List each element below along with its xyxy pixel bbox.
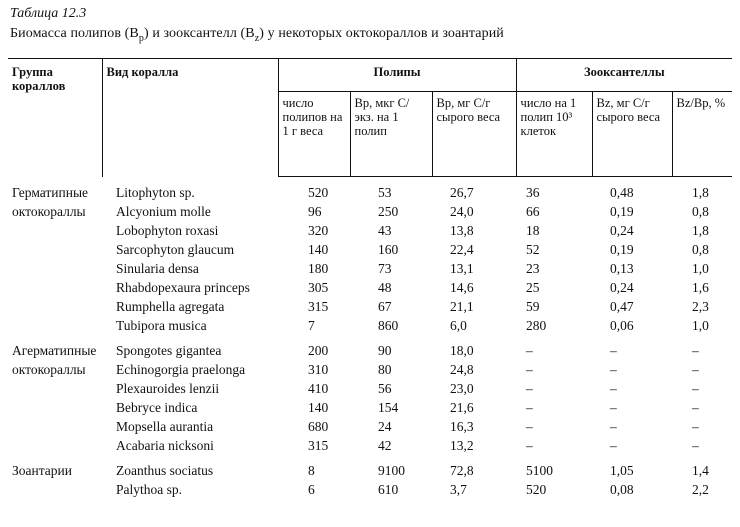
cell-zoox-count: 18 [526,223,540,238]
table-title: Биомасса полипов $(B_p)$ и зооксантелл $(B_z)$ у некоторых октокораллов и зоантарий [10,26,504,44]
species-name: Tubipora musica [116,318,207,333]
cell-polyps-count: 180 [308,261,329,276]
cell-ratio: – [692,438,699,453]
cell-bp-mg: 13,8 [450,223,474,238]
cell-bp-mg: 22,4 [450,242,474,257]
cell-ratio: 1,8 [692,185,709,200]
cell-bp-mg: 3,7 [450,482,467,497]
cell-bz-mg: – [610,381,617,396]
cell-bp-mg: 24,8 [450,362,474,377]
cell-bz-mg: – [610,343,617,358]
cell-bz-mg: 0,47 [610,299,634,314]
cell-bp-mkg: 160 [378,242,399,257]
cell-bp-mkg: 48 [378,280,392,295]
header-bz-mg: Bz, мг С/г сырого веса [592,92,672,177]
header-group: Группа кораллов [8,59,102,177]
cell-polyps-count: 6 [308,482,315,497]
table-row [8,417,732,436]
table-row [8,202,732,221]
table-row [8,240,732,259]
cell-zoox-count: 36 [526,185,540,200]
table-body [8,177,732,503]
species-name: Palythoa sp. [116,482,182,497]
cell-ratio: 1,0 [692,261,709,276]
cell-bp-mg: 23,0 [450,381,474,396]
cell-bz-mg: 0,19 [610,242,634,257]
table-row [8,436,732,455]
cell-zoox-count: – [526,400,533,415]
species-name: Echinogorgia praelonga [116,362,246,377]
cell-bz-mg: 0,06 [610,318,634,333]
cell-polyps-count: 680 [308,419,329,434]
cell-polyps-count: 200 [308,343,329,358]
table-row [8,177,732,203]
cell-bz-mg: 1,05 [610,463,634,478]
species-name: Rumphella agregata [116,299,225,314]
cell-bp-mkg: 67 [378,299,392,314]
cell-bp-mg: 21,1 [450,299,474,314]
header-polyps-count: число полипов на 1 г веса [278,92,350,177]
cell-bp-mkg: 73 [378,261,392,276]
table-row [8,221,732,240]
cell-polyps-count: 310 [308,362,329,377]
cell-bp-mkg: 56 [378,381,392,396]
cell-bz-mg: 0,24 [610,280,634,295]
cell-ratio: – [692,362,699,377]
table-row [8,455,732,480]
table-caption: Таблица 12.3 [10,6,87,21]
cell-polyps-count: 140 [308,242,329,257]
cell-ratio: 2,3 [692,299,709,314]
cell-bp-mg: 18,0 [450,343,474,358]
group-name: Герматипные октокораллы [12,184,89,219]
cell-zoox-count: 23 [526,261,540,276]
cell-polyps-count: 520 [308,185,329,200]
cell-zoox-count: 52 [526,242,540,257]
cell-bp-mkg: 80 [378,362,392,377]
cell-bz-mg: – [610,438,617,453]
cell-polyps-count: 305 [308,280,329,295]
cell-ratio: 0,8 [692,204,709,219]
cell-polyps-count: 315 [308,438,329,453]
cell-bp-mg: 16,3 [450,419,474,434]
cell-bp-mkg: 42 [378,438,392,453]
cell-polyps-count: 96 [308,204,322,219]
cell-bp-mkg: 610 [378,482,399,497]
cell-zoox-count: – [526,438,533,453]
cell-zoox-count: – [526,343,533,358]
table-row [8,259,732,278]
cell-zoox-count: 280 [526,318,547,333]
cell-bz-mg: 0,19 [610,204,634,219]
cell-ratio: – [692,381,699,396]
cell-zoox-count: – [526,381,533,396]
cell-ratio: 0,8 [692,242,709,257]
species-name: Rhabdopexaura princeps [116,280,250,295]
cell-bp-mkg: 9100 [378,463,405,478]
species-name: Acabaria nicksoni [116,438,214,453]
table-row [8,398,732,417]
cell-bp-mg: 26,7 [450,185,474,200]
cell-bz-mg: – [610,362,617,377]
species-name: Bebryce indica [116,400,198,415]
cell-bz-mg: 0,24 [610,223,634,238]
cell-ratio: – [692,419,699,434]
cell-bp-mg: 13,2 [450,438,474,453]
cell-bp-mg: 72,8 [450,463,474,478]
cell-polyps-count: 140 [308,400,329,415]
species-name: Zoanthus sociatus [116,463,214,478]
table-row [8,335,732,360]
cell-ratio: 1,0 [692,318,709,333]
cell-ratio: 1,6 [692,280,709,295]
cell-bp-mkg: 860 [378,318,399,333]
cell-bz-mg: – [610,419,617,434]
table-row [8,316,732,335]
cell-zoox-count: 25 [526,280,540,295]
species-name: Lobophyton roxasi [116,223,219,238]
table-row [8,297,732,316]
cell-bp-mg: 6,0 [450,318,467,333]
species-name: Sarcophyton glaucum [116,242,235,257]
cell-zoox-count: 66 [526,204,540,219]
header-species: Вид коралла [102,59,278,177]
cell-bp-mg: 24,0 [450,204,474,219]
cell-zoox-count: 5100 [526,463,554,478]
cell-bp-mkg: 250 [378,204,399,219]
cell-zoox-count: – [526,362,533,377]
cell-ratio: – [692,400,699,415]
cell-bp-mg: 13,1 [450,261,474,276]
species-name: Litophyton sp. [116,184,195,200]
cell-bp-mg: 21,6 [450,400,474,415]
cell-polyps-count: 320 [308,223,329,238]
cell-polyps-count: 8 [308,463,315,478]
species-name: Sinularia densa [116,261,199,276]
header-bp-mg: Bp, мг С/г сырого веса [432,92,516,177]
cell-bz-mg: – [610,400,617,415]
biomass-table [8,58,732,502]
cell-bp-mkg: 43 [378,223,392,238]
species-name: Spongotes gigantea [116,343,222,358]
table-row [8,360,732,379]
table-row [8,278,732,297]
cell-polyps-count: 7 [308,318,315,333]
header-ratio: Bz/Bp, % [672,92,732,177]
cell-bz-mg: 0,08 [610,482,634,497]
table-row [8,379,732,398]
header-bp-mkg: Bp, мкг С/экз. на 1 полип [350,92,432,177]
cell-zoox-count: – [526,419,533,434]
group-name: Агерматипные октокораллы [12,343,97,377]
species-name: Plexauroides lenzii [116,381,220,396]
header-zoox-count: число на 1 полип 10³ клеток [516,92,592,177]
cell-ratio: 1,4 [692,463,709,478]
cell-bp-mkg: 24 [378,419,392,434]
table-row [8,480,732,502]
cell-polyps-count: 315 [308,299,329,314]
group-name: Зоантарии [12,463,72,478]
cell-bp-mkg: 154 [378,400,399,415]
cell-bz-mg: 0,48 [610,185,634,200]
cell-bp-mkg: 53 [378,185,392,200]
species-name: Alcyonium molle [116,204,211,219]
cell-ratio: – [692,343,699,358]
header-zooxanthellae: Зооксантеллы [516,59,732,92]
cell-polyps-count: 410 [308,381,329,396]
cell-bz-mg: 0,13 [610,261,634,276]
cell-bp-mg: 14,6 [450,280,474,295]
species-name: Mopsella aurantia [116,419,214,434]
cell-bp-mkg: 90 [378,343,392,358]
header-polyps: Полипы [278,59,516,92]
cell-ratio: 1,8 [692,223,709,238]
cell-zoox-count: 59 [526,299,540,314]
cell-ratio: 2,2 [692,482,709,497]
cell-zoox-count: 520 [526,482,547,497]
